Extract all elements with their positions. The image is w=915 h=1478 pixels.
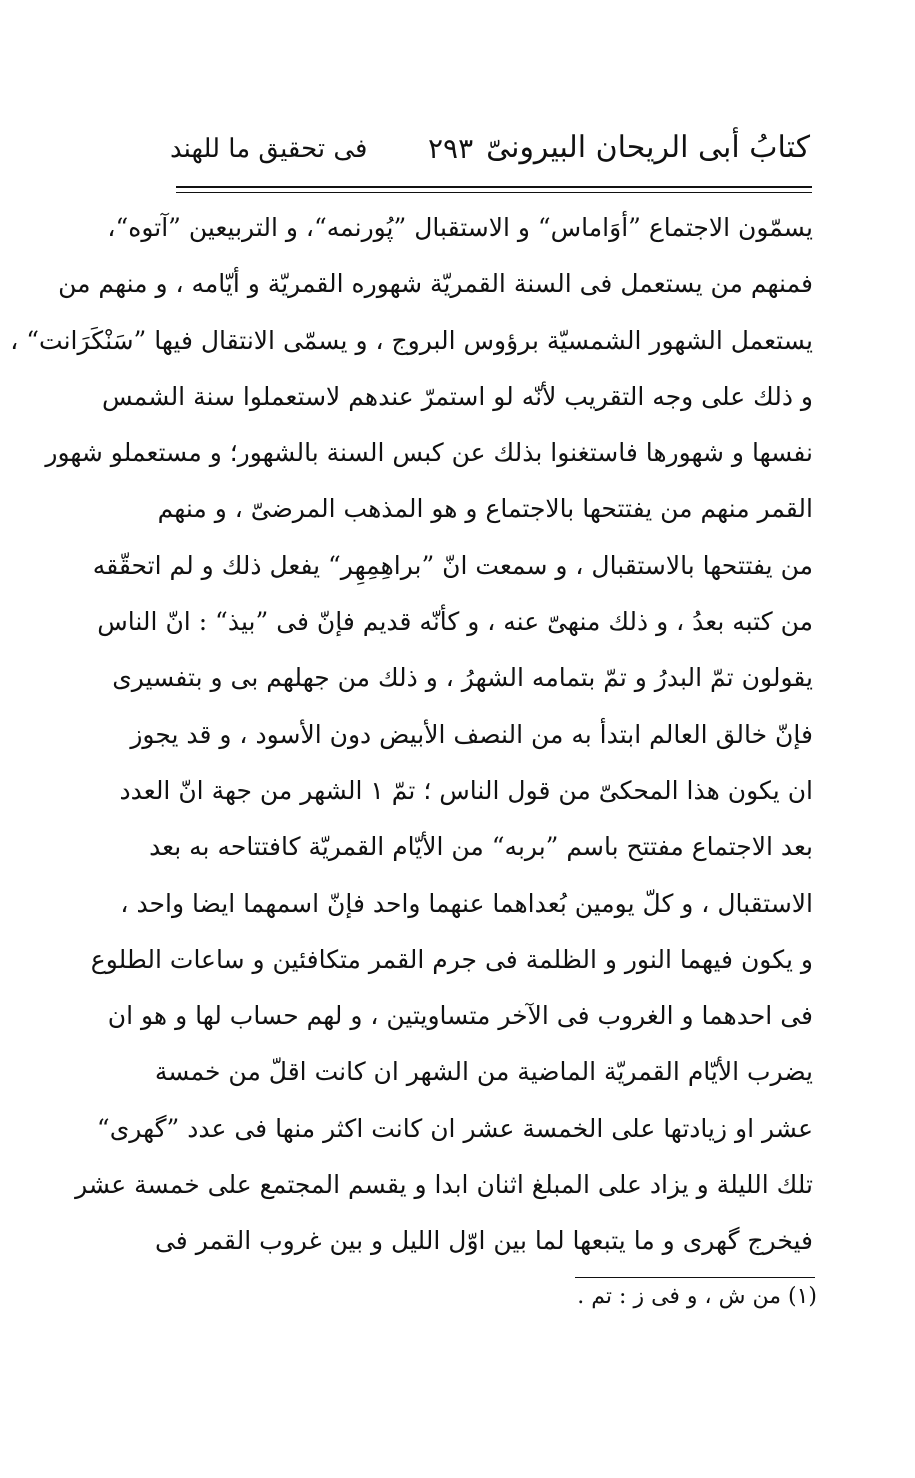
text-line: ان يكون هذا المحكىّ من قول الناس ؛ تمّ ١ الشهر من جهة انّ العدد	[119, 775, 813, 805]
text-line: يستعمل الشهور الشمسيّة برؤوس البروج ، و يسمّى الانتقال فيها ”سَنْكَرَانت“ ،	[10, 325, 813, 355]
book-subtitle: فى تحقيق ما للهند	[170, 134, 368, 164]
footnote: (١) من ش ، و فى ز : تم .	[577, 1284, 817, 1309]
text-line: يضرب الأيّام القمريّة الماضية من الشهر ان كانت اقلّ من خمسة	[154, 1057, 813, 1087]
page-number: ٢٩٣	[428, 132, 474, 165]
footnote-rule	[575, 1277, 815, 1278]
text-line: فإنّ خالق العالم ابتدأ به من النصف الأبيض دون الأسود ، و قد يجوز	[130, 719, 813, 749]
running-header	[170, 130, 810, 180]
text-line: الاستقبال ، و كلّ يومين بُعداهما عنهما واحد فإنّ اسمهما ايضا واحد ،	[120, 888, 813, 918]
text-line: بعد الاجتماع مفتتح باسم ”بربه“ من الأيّام القمريّة كافتتاحه به بعد	[149, 832, 813, 862]
book-title: كتابُ أبى الريحان البيرونىّ	[486, 130, 810, 165]
text-line: فى احدهما و الغروب فى الآخر متساويتين ، و لهم حساب لها و هو ان	[107, 1001, 813, 1031]
text-line: فيخرج گهرى و ما يتبعها لما بين اوّل الليل و بين غروب القمر فى	[154, 1226, 813, 1256]
text-line: من كتبه بعدُ ، و ذلك منهىّ عنه ، و كأنّه قديم فإنّ فى ”بيذ“ : انّ الناس	[97, 607, 813, 637]
text-line: نفسها و شهورها فاستغنوا بذلك عن كبس السنة بالشهور؛ و مستعملو شهور	[45, 438, 813, 468]
text-line: القمر منهم من يفتتحها بالاجتماع و هو المذهب المرضىّ ، و منهم	[157, 494, 813, 524]
text-line: و ذلك على وجه التقريب لأنّه لو استمرّ عندهم لاستعملوا سنة الشمس	[101, 381, 813, 411]
text-line: يقولون تمّ البدرُ و تمّ بتمامه الشهرُ ، و ذلك من جهلهم بى و بتفسيرى	[112, 663, 813, 693]
text-line: تلك الليلة و يزاد على المبلغ اثنان ابدا و يقسم المجتمع على خمسة عشر	[75, 1170, 813, 1200]
text-line: و يكون فيهما النور و الظلمة فى جرم القمر متكافئين و ساعات الطلوع	[90, 944, 813, 974]
main-text	[10, 200, 813, 1270]
text-line: من يفتتحها بالاستقبال ، و سمعت انّ ”براهِمِهِر“ يفعل ذلك و لم اتحقّقه	[92, 550, 813, 580]
text-line: فمنهم من يستعمل فى السنة القمريّة شهوره القمريّة و أيّامه ، و منهم من	[58, 269, 813, 299]
text-line: عشر او زيادتها على الخمسة عشر ان كانت اكثر منها فى عدد ”گهرى“	[96, 1113, 813, 1143]
text-line: يسمّون الاجتماع ”أوَاماس“ و الاستقبال ”پُورنمه“، و التربيعين ”آتوه“،	[107, 213, 813, 242]
header-rule	[176, 186, 812, 193]
